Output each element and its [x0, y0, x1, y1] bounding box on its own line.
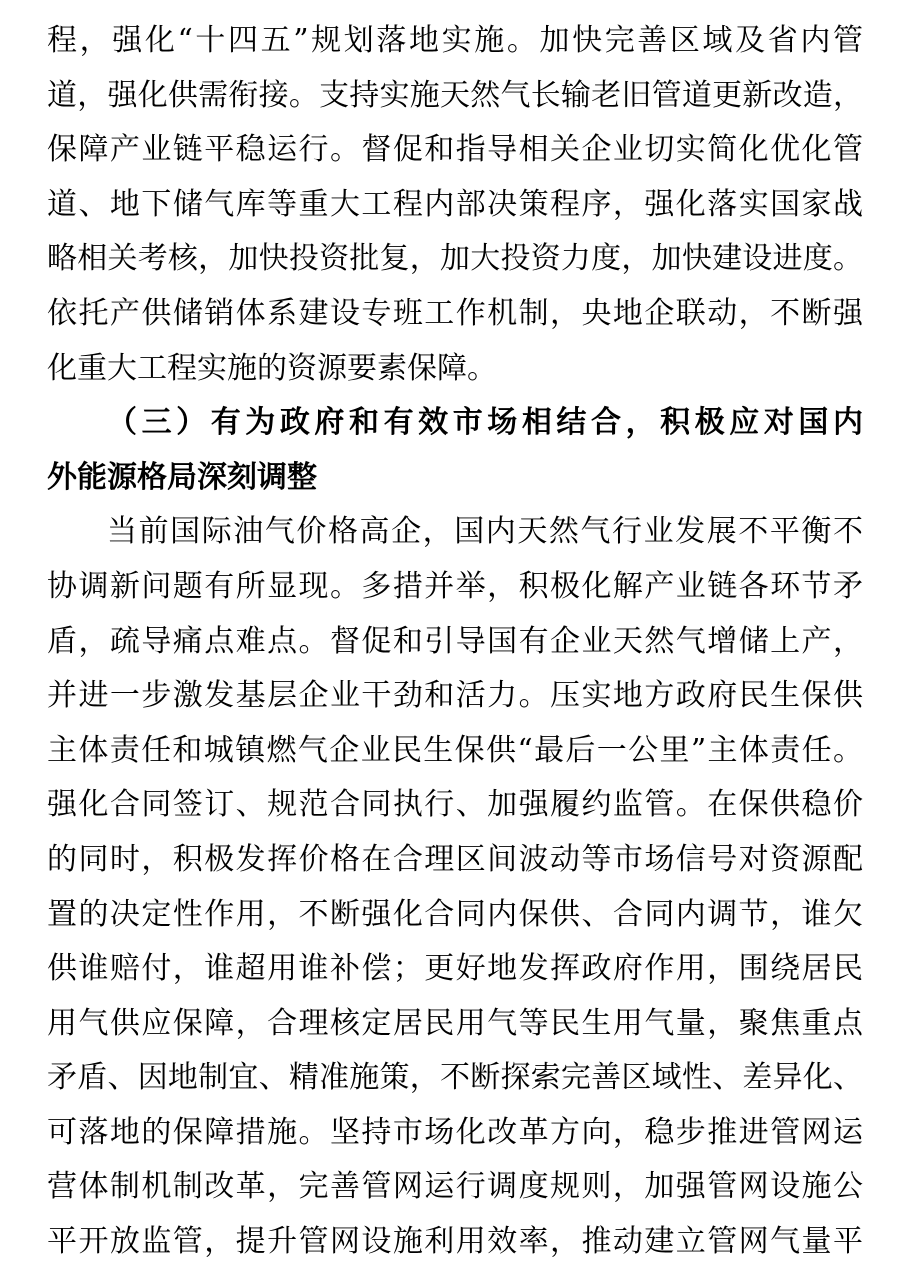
text-line: 矛盾、因地制宜、精准施策，不断探索完善区域性、差异化、 — [47, 1060, 863, 1096]
section-heading — [47, 396, 863, 505]
text-line: 置的决定性作用，不断强化合同内保供、合同内调节，谁欠 — [47, 896, 863, 932]
text-line: 盾，疏导痛点难点。督促和引导国有企业天然气增储上产， — [47, 623, 863, 659]
text-line: 可落地的保障措施。坚持市场化改革方向，稳步推进管网运 — [47, 1114, 863, 1150]
text-line: 略相关考核，加快投资批复，加大投资力度，加快建设进度。 — [47, 241, 863, 277]
text-line: 依托产供储销体系建设专班工作机制，央地企联动，不断强 — [47, 295, 863, 331]
text-line: 协调新问题有所显现。多措并举，积极化解产业链各环节矛 — [47, 568, 863, 604]
text-line: 平开放监管，提升管网设施利用效率，推动建立管网气量平 — [47, 1224, 863, 1260]
heading-line: 外能源格局深刻调整 — [47, 459, 317, 495]
text-line: 程，强化“十四五”规划落地实施。加快完善区域及省内管 — [47, 23, 863, 58]
document-page — [47, 14, 863, 1270]
text-line: 主体责任和城镇燃气企业民生保供“最后一公里”主体责任。 — [47, 732, 863, 768]
text-line: 强化合同签订、规范合同执行、加强履约监管。在保供稳价 — [47, 787, 863, 823]
text-line: 的同时，积极发挥价格在合理区间波动等市场信号对资源配 — [47, 841, 863, 877]
text-line: 用气供应保障，合理核定居民用气等民生用气量，聚焦重点 — [47, 1005, 863, 1041]
text-line: 供谁赔付，谁超用谁补偿；更好地发挥政府作用，围绕居民 — [47, 951, 863, 987]
text-line: 当前国际油气价格高企，国内天然气行业发展不平衡不 — [107, 514, 863, 550]
text-line: 道，强化供需衔接。支持实施天然气长输老旧管道更新改造， — [47, 77, 863, 113]
text-line: 道、地下储气库等重大工程内部决策程序，强化落实国家战 — [47, 186, 863, 222]
heading-line: （三）有为政府和有效市场相结合，积极应对国内 — [107, 405, 863, 441]
text-line: 化重大工程实施的资源要素保障。 — [47, 350, 497, 386]
text-line: 并进一步激发基层企业干劲和活力。压实地方政府民生保供 — [47, 678, 863, 714]
paragraph-market-government — [47, 505, 863, 1269]
paragraph-infrastructure — [47, 14, 863, 396]
text-line: 营体制机制改革，完善管网运行调度规则，加强管网设施公 — [47, 1169, 863, 1205]
text-line: 保障产业链平稳运行。督促和指导相关企业切实简化优化管 — [47, 132, 863, 168]
